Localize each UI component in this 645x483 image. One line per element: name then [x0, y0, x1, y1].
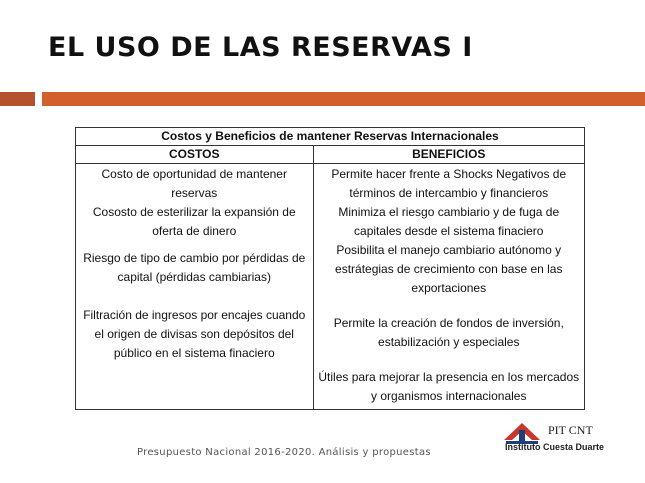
- costo-item: Filtración de ingresos por encajes cuando el origen de divisas son depósitos del público en el sistema finaciero: [83, 308, 306, 360]
- column-header-beneficios: BENEFICIOS: [313, 146, 584, 164]
- costo-item: Costo de oportunidad de mantener reservas: [101, 167, 287, 200]
- costos-cell: [76, 164, 314, 410]
- beneficio-item: Posibilita el manejo cambiario autónomo y estrátegias de crecimiento con base en las exportaciones: [335, 243, 563, 295]
- costs-benefits-table: [75, 127, 585, 410]
- logo-subtitle: Instituto Cuesta Duarte: [505, 442, 605, 452]
- footer-text: Presupuesto Nacional 2016-2020. Análisis y propuestas: [137, 447, 431, 458]
- beneficio-item: Útiles para mejorar la presencia en los mercados y organismos internacionales: [318, 370, 580, 403]
- beneficio-item: Minimiza el riesgo cambiario y de fuga de capitales desde el sistema finaciero: [338, 205, 560, 238]
- column-header-costos: COSTOS: [76, 146, 314, 164]
- slide-title: EL USO DE LAS RESERVAS I: [48, 32, 473, 63]
- accent-bar-left: [0, 92, 35, 106]
- table-title: Costos y Beneficios de mantener Reservas Internacionales: [76, 128, 585, 146]
- beneficio-item: Permite la creación de fondos de inversión, estabilización y especiales: [333, 316, 564, 349]
- logo-name: PIT CNT: [548, 423, 593, 437]
- beneficio-item: Permite hacer frente a Shocks Negativos de términos de intercambio y financieros: [331, 167, 567, 200]
- costo-item: Riesgo de tipo de cambio por pérdidas de capital (pérdidas cambiarias): [83, 251, 306, 284]
- beneficios-cell: [313, 164, 584, 410]
- accent-bar-right: [42, 92, 645, 106]
- costo-item: Cososto de esterilizar la expansión de oferta de dinero: [92, 205, 296, 238]
